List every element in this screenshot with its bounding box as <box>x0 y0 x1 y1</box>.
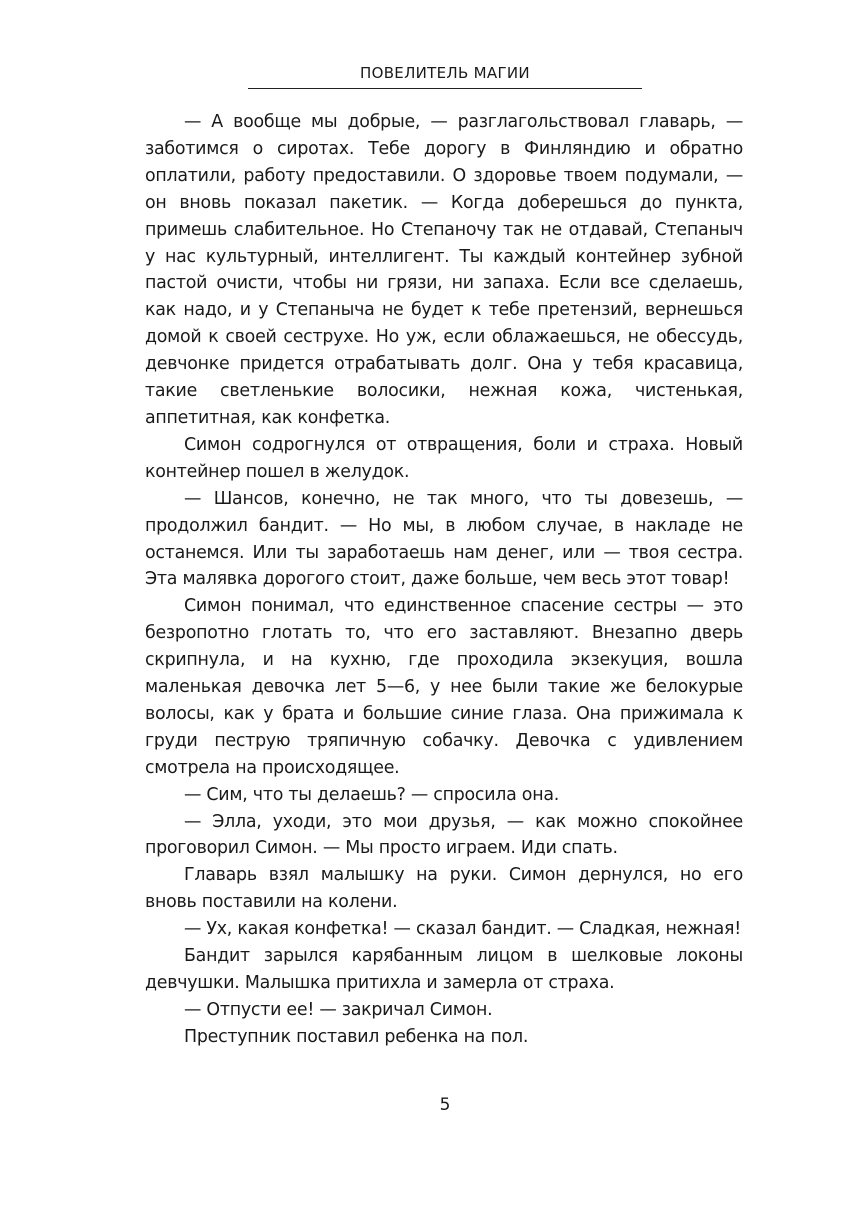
paragraph: — Отпусти ее! — закричал Симон. <box>184 999 493 1020</box>
paragraph: Главарь взял малышку на руки. Симон дернулся, но его вновь поставили на колени. <box>145 865 743 913</box>
paragraph: — Сим, что ты делаешь? — спросила она. <box>184 784 560 805</box>
running-head: ПОВЕЛИТЕЛЬ МАГИИ <box>248 64 642 89</box>
paragraph: Преступник поставил ребенка на пол. <box>184 1026 529 1047</box>
paragraph: Симон понимал, что единственное спасение сестры — это безропотно глотать то, что его заставляют. Внезапно дверь скрипнула, и на кухню, где проходила экзекуция, вошла маленькая девочка лет 5—6, у нее были такие же белокурые волосы, как у брата и большие синие глаза. Она прижимала к груди пеструю тряпичную собачку. Девочка с удивлением смотрела на происходящее. <box>145 596 743 778</box>
page-number: 5 <box>439 1095 451 1115</box>
paragraph: — Ух, какая конфетка! — сказал бандит. — Сладкая, нежная! <box>184 919 741 940</box>
paragraph: Бандит зарылся карябанным лицом в шелковые локоны девчушки. Малышка притихла и замерла от страха. <box>145 946 743 993</box>
paragraph: — Элла, уходи, это мои друзья, — как можно спокойнее проговорил Симон. — Мы просто играем. Иди спать. <box>145 811 743 859</box>
paragraph: — А вообще мы добрые, — разглагольствовал главарь, — заботимся о сиротах. Тебе дорогу в Финляндию и обратно оплатили, работу предоставили. О здоровье твоем подумали, — он вновь показал пакетик. — Когда доберешься до пункта, примешь слабительное. Но Степаночу так не отдавай, Степаныч у нас культурный, интеллигент. Ты каждый контейнер зубной пастой очисти, чтобы ни грязи, ни запаха. Если все сделаешь, как надо, и у Степаныча не будет к тебе претензий, вернешься домой к своей сеструхе. Но уж, если облажаешься, не обессудь, девчонке придется отрабатывать долг. Она у тебя красавица, такие светленькие волосики, нежная кожа, чистенькая, аппетитная, как конфетка. <box>145 112 743 428</box>
paragraph: — Шансов, конечно, не так много, что ты довезешь, — продолжил бандит. — Но мы, в любом случае, в накладе не останемся. Или ты заработаешь нам денег, или — твоя сестра. Эта малявка дорогого стоит, даже больше, чем весь этот товар! <box>145 488 743 590</box>
body-text <box>145 109 743 1051</box>
paragraph: Симон содрогнулся от отвращения, боли и страха. Новый контейнер пошел в желудок. <box>145 434 743 482</box>
